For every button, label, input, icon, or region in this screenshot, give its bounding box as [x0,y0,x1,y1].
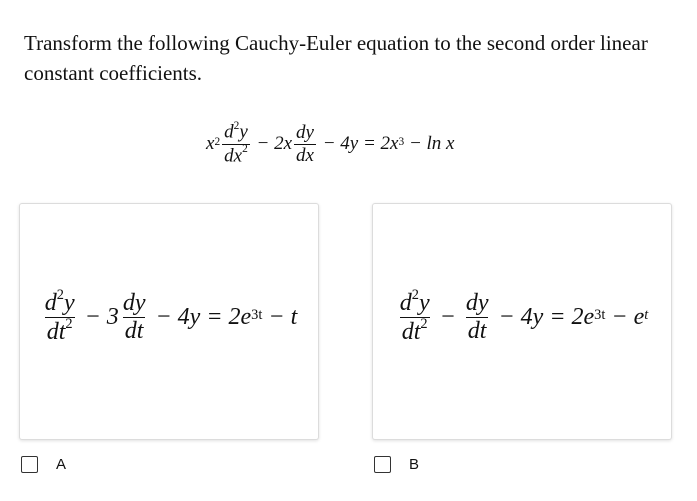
question-line-2: constant coefficients. [24,61,203,85]
option-a-equation [20,286,318,346]
option-b-num: d [399,290,412,316]
option-b-tail-exp: t [644,307,649,324]
option-b-second-derivative [398,286,432,346]
eq-x-exponent: 2 [214,136,221,149]
eq-frac1-num-exp: 2 [233,119,240,132]
option-a-num-exp: 2 [56,286,64,303]
option-a-row [21,456,66,473]
option-b-num-exp: 2 [411,286,419,303]
cauchy-euler-equation [206,116,455,172]
option-a-mid2: − 4y = 2e [149,304,252,331]
eq-frac1-den: dx [224,144,243,166]
option-b-den: dt [401,319,421,346]
option-b-tail: − e [605,304,645,331]
eq-frac1-num-var: y [239,121,248,143]
option-b-num-var: y [418,290,430,316]
option-b-mid1: − [433,304,462,331]
option-a-card[interactable] [19,203,319,440]
option-b-row [374,456,419,473]
option-b-checkbox[interactable] [374,456,391,473]
option-b-exp: 3t [594,307,606,324]
eq-mid2: − 4y = 2x [317,133,399,154]
eq-frac1-num: d [224,121,234,143]
option-a-den-exp: 2 [65,316,73,333]
eq-frac2-den: dx [296,144,314,166]
option-a-num: d [44,290,57,316]
option-a-num2: dy [122,290,146,316]
eq-rhs-exponent: 3 [398,136,405,149]
eq-frac1-den-exp: 2 [242,142,248,155]
option-b-den2: dt [467,318,487,345]
eq-mid1: − 2x [251,133,293,154]
option-a-checkbox[interactable] [21,456,38,473]
option-a-mid1: − 3 [78,304,119,331]
option-a-num-var: y [63,290,75,316]
eq-first-derivative [294,123,316,166]
option-a-letter: A [56,456,67,473]
option-b-num2: dy [465,290,489,316]
eq-second-derivative [222,119,250,166]
question-line-1: Transform the following Cauchy-Euler equation to the second order linear [24,31,648,55]
option-a-second-derivative [43,286,77,346]
option-a-den: dt [46,319,66,346]
option-a-first-derivative [121,291,148,344]
option-b-equation [373,286,671,346]
option-b-card[interactable] [372,203,672,440]
option-a-den2: dt [124,318,144,345]
option-a-tail: − t [262,304,298,331]
option-b-mid2: − 4y = 2e [492,304,595,331]
eq-x: x [206,133,215,154]
option-b-first-derivative [464,291,491,344]
question-text [24,28,697,88]
option-b-letter: B [409,456,420,473]
option-a-exp: 3t [251,307,263,324]
eq-rhs-tail: − ln x [404,133,455,154]
option-b-den-exp: 2 [420,316,428,333]
eq-frac2-num: dy [296,121,314,143]
